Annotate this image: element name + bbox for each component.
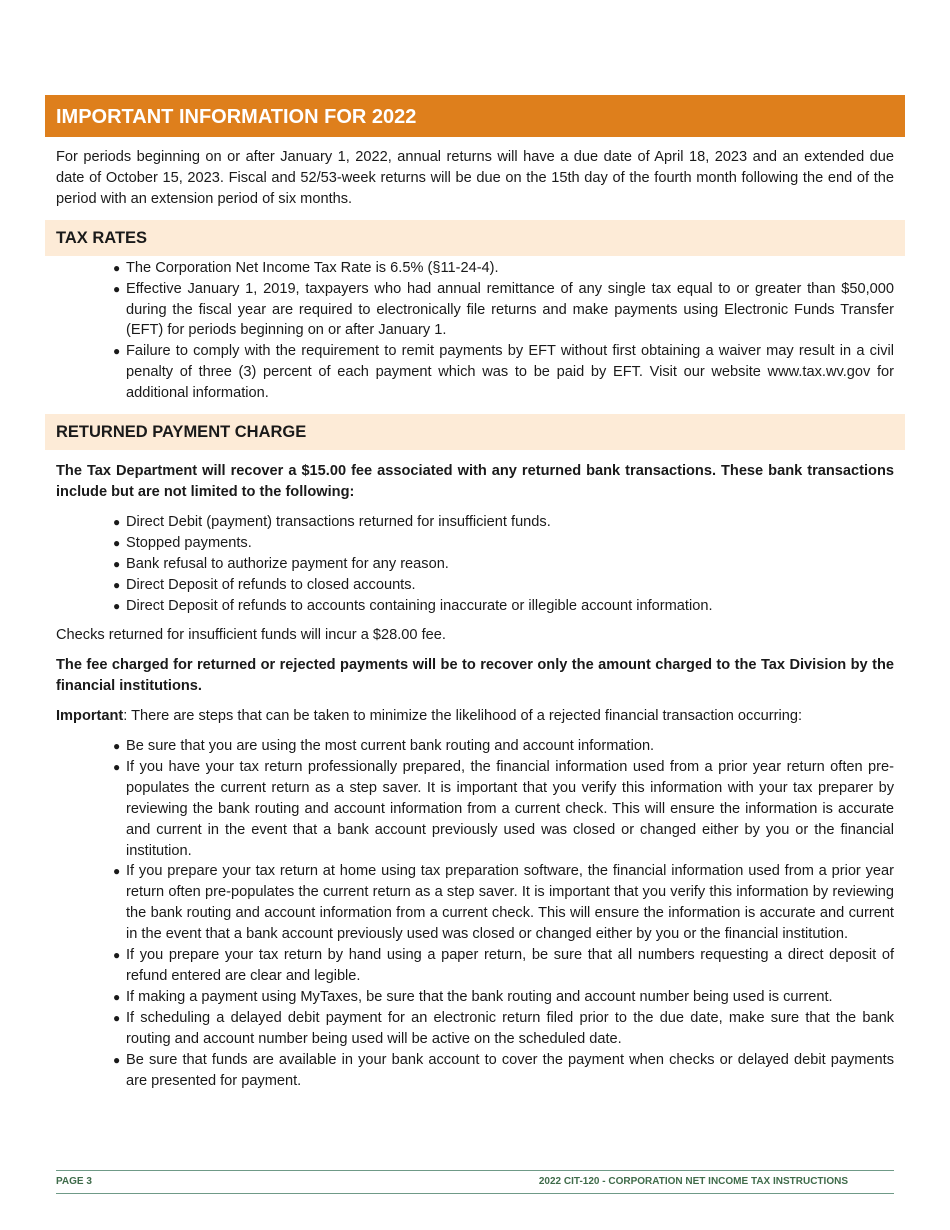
page-title: IMPORTANT INFORMATION FOR 2022 [45,95,905,137]
returned-fee-intro: The Tax Department will recover a $15.00 fee associated with any returned bank transactions. These bank transactions include but are not limited to the following: [56,463,894,500]
document-page [45,95,905,1091]
important-text: : There are steps that can be taken to minimize the likelihood of a rejected financial transaction occurring: [123,708,803,725]
list-item: ● If making a payment using MyTaxes, be sure that the bank routing and account number being used is current. [113,987,894,1008]
tax-rates-heading: TAX RATES [45,220,905,256]
returned-transactions-list [45,512,905,617]
list-item: ● If scheduling a delayed debit payment for an electronic return filed prior to the due date, make sure that the bank routing and account number being used will be active on the scheduled date. [113,1008,894,1050]
list-item: ● Be sure that you are using the most current bank routing and account information. [113,736,894,757]
list-item: ● Direct Deposit of refunds to accounts containing inaccurate or illegible account information. [113,596,894,617]
intro-paragraph: For periods beginning on or after January 1, 2022, annual returns will have a due date of April 18, 2023 and an extended due date of October 15, 2023. Fiscal and 52/53-week returns will be due on the 15th day of the fourth month following the end of the period with an extension period of six months. [56,149,894,207]
tax-rates-list [45,258,905,404]
list-item: ● Direct Deposit of refunds to closed accounts. [113,575,894,596]
list-item: ● If you prepare your tax return by hand using a paper return, be sure that all numbers requesting a direct deposit of refund entered are clear and legible. [113,945,894,987]
important-paragraph [45,706,905,727]
list-item: ● Direct Debit (payment) transactions returned for insufficient funds. [113,512,894,533]
list-item: ● If you prepare your tax return at home using tax preparation software, the financial information used from a prior year return often pre-populates the current return as a step saver. It is important that you verify this information by reviewing the bank routing and account information from a current check. This will ensure the information is accurate and current in the event that a bank account previously used was closed or changed either by you or the financial institution. [113,861,894,945]
fee-note: The fee charged for returned or rejected payments will be to recover only the amount charged to the Tax Division by the financial institutions. [56,657,894,695]
list-item: ● Be sure that funds are available in your bank account to cover the payment when checks or delayed debit payments are presented for payment. [113,1050,894,1092]
document-title: 2022 CIT-120 - CORPORATION NET INCOME TAX INSTRUCTIONS [538,1176,848,1187]
checks-note: Checks returned for insufficient funds will incur a $28.00 fee. [56,627,446,644]
list-item: ● Bank refusal to authorize payment for any reason. [113,554,894,575]
returned-payment-heading: RETURNED PAYMENT CHARGE [45,414,905,450]
minimize-steps-list [45,736,905,1091]
list-item: ● The Corporation Net Income Tax Rate is 6.5% (§11-24-4). [113,258,894,279]
page-number: PAGE 3 [56,1176,92,1187]
page-footer [56,1170,894,1194]
important-label: Important [56,708,124,725]
list-item: ● Effective January 1, 2019, taxpayers who had annual remittance of any single tax equal to or greater than $50,000 during the fiscal year are required to electronically file returns and make payments using Electronic Funds Transfer (EFT) for periods beginning on or after January 1. [113,279,894,342]
list-item: ● Failure to comply with the requirement to remit payments by EFT without first obtaining a waiver may result in a civil penalty of three (3) percent of each payment which was to be paid by EFT. Visit our website www.tax.wv.gov for additional information. [113,341,894,404]
list-item: ● Stopped payments. [113,533,894,554]
list-item: ● If you have your tax return professionally prepared, the financial information used from a prior year return often pre-populates the current return as a step saver. It is important that you verify this information with your tax preparer by reviewing the bank routing and account information from a current check. This will ensure the information is accurate and current in the event that a bank account previously used was closed or changed either by you or the financial institution. [113,757,894,862]
